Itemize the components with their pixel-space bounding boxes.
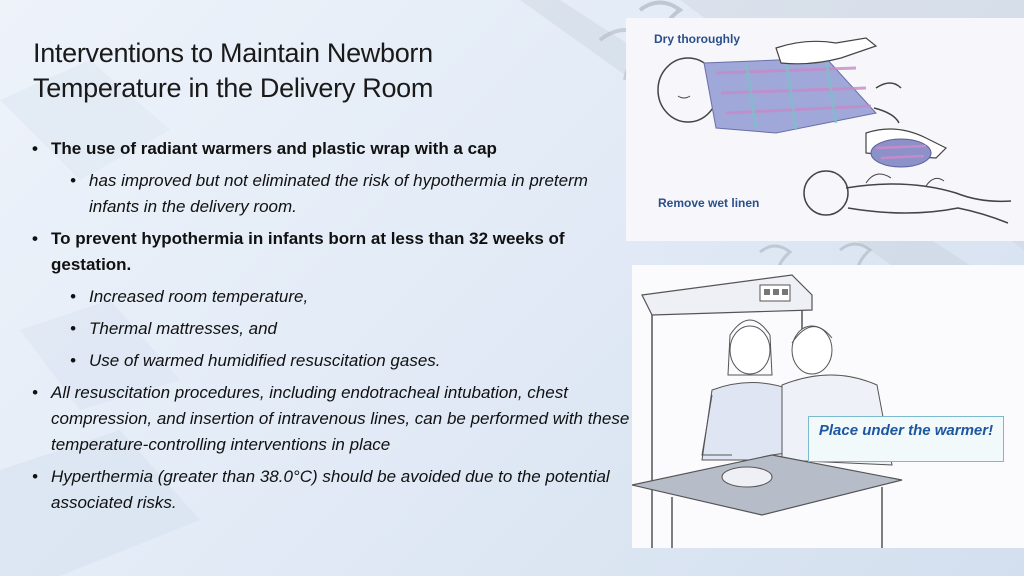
bullet-item: • To prevent hypothermia in infants born at less than 32 weeks of gestation. (30, 226, 630, 278)
label-remove-wet-linen: Remove wet linen (658, 196, 760, 210)
bullet-item: • The use of radiant warmers and plastic wrap with a cap (30, 136, 630, 162)
slide-title: Interventions to Maintain Newborn Temperature in the Delivery Room (33, 38, 434, 103)
bullet-item: • Hyperthermia (greater than 38.0°C) should be avoided due to the potential associated risks. (30, 464, 630, 516)
caption-place-under-warmer: Place under the warmer! (808, 416, 1004, 462)
sub-bullet-item: • has improved but not eliminated the risk of hypothermia in preterm infants in the delivery room. (68, 168, 630, 220)
label-dry-thoroughly: Dry thoroughly (654, 32, 740, 46)
sub-bullet-item: • Use of warmed humidified resuscitation gases. (68, 348, 630, 374)
radiant-warmer-illustration (632, 265, 1024, 548)
sub-bullet-item: • Increased room temperature, (68, 284, 630, 310)
drying-newborn-illustration (626, 18, 1024, 241)
bullet-item: • All resuscitation procedures, including endotracheal intubation, chest compression, and insertion of intravenous lines, can be performed with these temperature-controlling interventions in place (30, 380, 630, 458)
sub-bullet-item: • Thermal mattresses, and (68, 316, 630, 342)
bullet-list (30, 136, 630, 522)
